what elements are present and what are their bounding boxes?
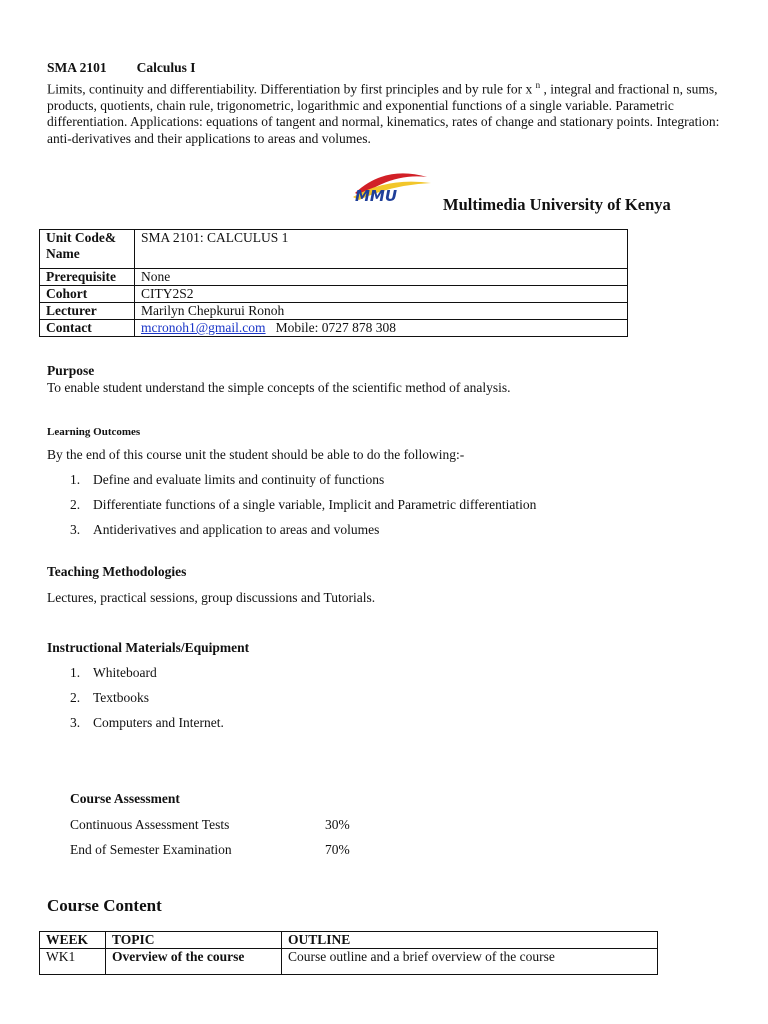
purpose-text: To enable student understand the simple concepts of the scientific method of analysis. — [47, 380, 511, 395]
cohort-value: CITY2S2 — [135, 286, 628, 303]
prerequisite-value: None — [135, 269, 628, 286]
list-item: 2. Differentiate functions of a single variable, Implicit and Parametric differentiation — [70, 497, 537, 512]
university-logo — [345, 163, 435, 211]
prerequisite-label: Prerequisite — [40, 269, 135, 286]
description-text-a: Limits, continuity and differentiability. Differentiation by first principles and by rule for x — [47, 81, 536, 96]
email-link[interactable]: mcronoh1@gmail.com — [141, 320, 266, 335]
description-text-b: , integral and fractional n, sums, products, quotients, chain rule, trigonometric, logarithmic and exponential functions of a single variable. Parametric differentiation. Applications: equations of tangent and normal, kinematics, rates of change and stationary points. Integration: anti-derivatives and their applications to areas and volumes. — [47, 81, 720, 146]
course-description — [47, 60, 727, 147]
logo-text: MMU — [355, 187, 398, 205]
course-content-heading: Course Content — [47, 896, 162, 915]
unit-code-label: Unit Code& Name — [40, 230, 135, 269]
column-header-week: WEEK — [40, 932, 106, 949]
lecturer-label: Lecturer — [40, 303, 135, 320]
lecturer-value: Marilyn Chepkurui Ronoh — [135, 303, 628, 320]
table-header-row — [40, 932, 658, 949]
cohort-label: Cohort — [40, 286, 135, 303]
table-row — [40, 303, 628, 320]
exam-value: 70% — [325, 842, 350, 857]
cat-label: Continuous Assessment Tests — [70, 817, 230, 832]
teaching-methodologies-text: Lectures, practical sessions, group discussions and Tutorials. — [47, 590, 376, 605]
cell-week: WK1 — [40, 949, 106, 975]
list-item: 3. Computers and Internet. — [70, 715, 224, 730]
column-header-topic: TOPIC — [106, 932, 282, 949]
superscript-n: n — [535, 79, 541, 90]
learning-outcomes-list — [70, 472, 536, 547]
contact-value — [135, 320, 628, 337]
list-item: 2. Textbooks — [70, 690, 150, 705]
table-row — [40, 320, 628, 337]
list-item: 3. Antiderivatives and application to areas and volumes — [70, 522, 380, 537]
exam-label: End of Semester Examination — [70, 842, 232, 857]
course-content-table — [39, 931, 658, 975]
course-title: Calculus I — [136, 60, 196, 75]
unit-info-table — [39, 229, 628, 337]
table-row — [40, 286, 628, 303]
mobile-number: Mobile: 0727 878 308 — [275, 320, 397, 335]
instructional-materials-heading: Instructional Materials/Equipment — [47, 640, 250, 655]
table-row — [40, 230, 628, 269]
contact-label: Contact — [40, 320, 135, 337]
list-item: 1. Whiteboard — [70, 665, 157, 680]
table-row — [40, 269, 628, 286]
course-assessment-heading: Course Assessment — [70, 791, 180, 806]
teaching-methodologies-heading: Teaching Methodologies — [47, 564, 187, 579]
column-header-outline: OUTLINE — [282, 932, 658, 949]
learning-outcomes-heading: Learning Outcomes — [47, 426, 141, 438]
university-name: Multimedia University of Kenya — [443, 195, 671, 214]
list-item: 1. Define and evaluate limits and continuity of functions — [70, 472, 385, 487]
purpose-heading: Purpose — [47, 363, 95, 378]
learning-outcomes-intro: By the end of this course unit the student should be able to do the following:- — [47, 447, 465, 462]
table-row — [40, 949, 658, 975]
cell-topic: Overview of the course — [106, 949, 282, 975]
unit-code-value: SMA 2101: CALCULUS 1 — [135, 230, 628, 269]
cat-value: 30% — [325, 817, 350, 832]
course-code: SMA 2101 — [47, 60, 107, 75]
instructional-materials-list — [70, 665, 224, 740]
cell-outline: Course outline and a brief overview of the course — [282, 949, 658, 975]
